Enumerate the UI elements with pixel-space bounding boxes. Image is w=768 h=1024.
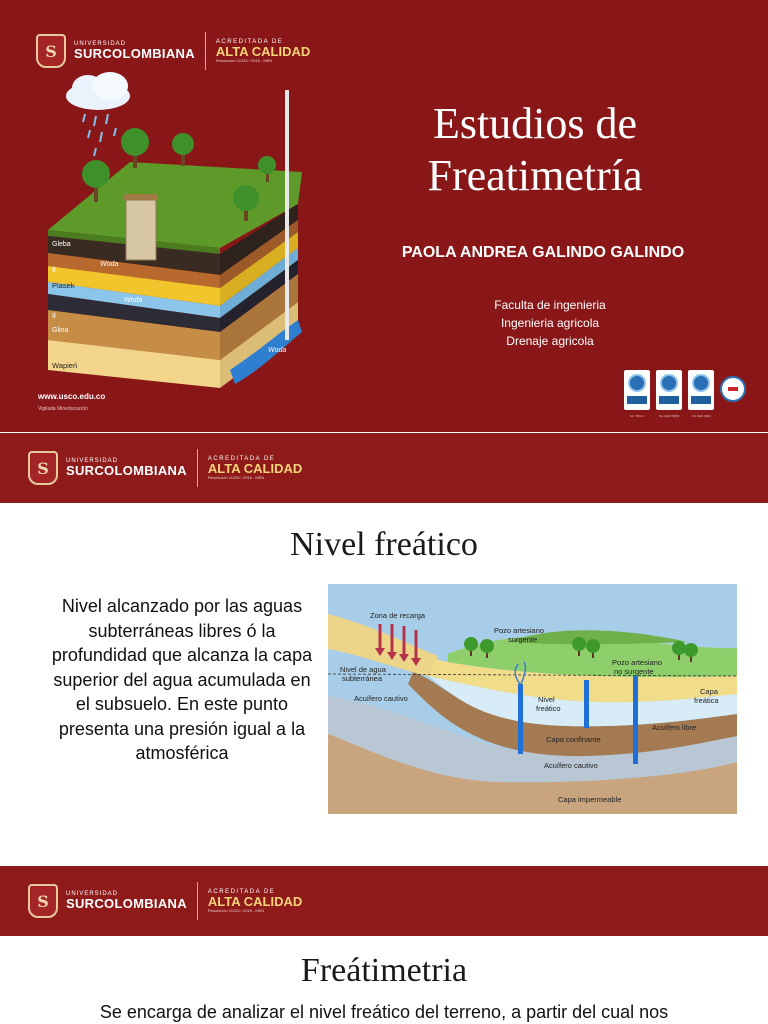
label-capa-freatica-2: freática: [694, 696, 719, 705]
label-pozo-surgente-1: Pozo artesiano: [494, 626, 545, 635]
artesian-well-surgente: [518, 684, 523, 754]
tree-icon: [121, 128, 149, 168]
faculty-line: Faculta de ingenieria: [494, 298, 606, 312]
university-seal-icon: S: [28, 884, 58, 918]
certification-badges: [624, 370, 746, 418]
university-small: UNIVERSIDAD: [74, 41, 127, 48]
label-pozo-no-surgente-2: no surgente: [614, 667, 654, 676]
label-capa-confinante: Capa confinante: [546, 735, 601, 744]
acred-small: ACREDITADA DE: [215, 38, 284, 45]
university-name: SURCOLOMBIANA: [66, 463, 187, 479]
acred-resolution: Resolución 11233 / 2016 - MEN: [215, 57, 273, 63]
header-band: [0, 866, 768, 936]
logo-divider: [197, 449, 198, 487]
label-acuifero-cautivo-mid: Acuífero cautivo: [544, 761, 598, 770]
label-nivel-freatico-2: freático: [536, 704, 561, 713]
tree-icon: [172, 133, 194, 166]
artesian-well-no-surgente: [633, 676, 638, 764]
icontec-badge-icon: SA-CER 39958: [656, 370, 682, 410]
label-pozo-surgente-2: surgente: [508, 635, 538, 644]
slide-title: Freátimetria: [300, 952, 468, 989]
university-logo: [28, 882, 302, 920]
water-label-1: Woda: [100, 261, 119, 268]
university-seal-icon: S: [28, 451, 58, 485]
label-acuifero-cautivo-left: Acuífero cautivo: [354, 694, 408, 703]
title-slide: [0, 0, 768, 432]
label-nivel-agua-2: subterránea: [342, 674, 383, 683]
vigilada-text: Vigilada Mineducación: [38, 406, 88, 412]
course-info: [460, 296, 640, 350]
well-free-aquifer: [584, 680, 589, 728]
acred-resolution: Resolución 11233 / 2016 - MEN: [207, 907, 265, 913]
acred-big: ALTA CALIDAD: [207, 894, 303, 910]
label-recarga: Zona de recarga: [370, 611, 426, 620]
university-seal-icon: S: [36, 34, 66, 68]
layer-label-gleba: Gleba: [52, 241, 71, 248]
university-small: UNIVERSIDAD: [66, 458, 119, 465]
description-text: Se encarga de analizar el nivel freático del terreno, a partir del cual nos: [99, 1002, 669, 1022]
layer-label-il1: Ił: [52, 267, 56, 274]
acred-resolution: Resolución 11233 / 2016 - MEN: [207, 474, 265, 480]
definition-text: Nivel alcanzado por las aguas subterráneas libres ó la profundidad que alcanza la capa superior del agua acumulada en el subsuelo. En este punto presenta una presión igual a la atmosférica: [51, 596, 313, 763]
label-capa-impermeable: Capa impermeable: [558, 795, 622, 804]
university-logo: [36, 32, 310, 70]
university-name: SURCOLOMBIANA: [74, 46, 195, 62]
water-label-2: Woda: [124, 297, 143, 304]
university-small: UNIVERSIDAD: [66, 891, 119, 898]
university-logo: [28, 449, 302, 487]
icontec-badge-icon: SC 7384-1: [624, 370, 650, 410]
layer-label-glina: Glina: [52, 327, 69, 334]
label-nivel-freatico-1: Nivel: [538, 695, 555, 704]
freatimetria-slide: [0, 866, 768, 1024]
nivel-freatico-slide: [0, 433, 768, 865]
water-label-3: Woda: [268, 347, 287, 354]
acred-big: ALTA CALIDAD: [215, 44, 311, 60]
logo-divider: [205, 32, 206, 70]
icontec-badge-icon: OS-CER 9999: [688, 370, 714, 410]
author-name: PAOLA ANDREA GALINDO GALINDO: [401, 244, 685, 261]
course-line: Drenaje agricola: [506, 334, 594, 348]
layer-label-wapien: Wapień: [52, 361, 78, 370]
program-line: Ingenieria agricola: [500, 316, 600, 330]
acred-small: ACREDITADA DE: [207, 888, 276, 895]
layer-label-il2: Ił: [52, 313, 56, 320]
label-capa-freatica-1: Capa: [700, 687, 718, 696]
slide-title: Nivel freático: [290, 526, 478, 563]
layer-label-piasek: Piasek: [52, 281, 75, 290]
aquifer-diagram: [328, 584, 737, 814]
soil-layers-illustration: [30, 70, 330, 390]
website-url: www.usco.edu.co: [38, 392, 106, 401]
label-pozo-no-surgente-1: Pozo artesiano: [612, 658, 663, 667]
rain-cloud-icon: [66, 72, 130, 156]
acred-small: ACREDITADA DE: [207, 455, 276, 462]
slide-title: Estudios de Freatimetría: [427, 99, 643, 200]
acred-big: ALTA CALIDAD: [207, 461, 303, 477]
header-band: [0, 433, 768, 503]
university-name: SURCOLOMBIANA: [66, 896, 187, 912]
logo-divider: [197, 882, 198, 920]
iqnet-badge-icon: [720, 376, 746, 402]
label-nivel-agua-1: Nivel de agua: [340, 665, 386, 674]
label-acuifero-libre: Acuífero libre: [652, 723, 697, 732]
